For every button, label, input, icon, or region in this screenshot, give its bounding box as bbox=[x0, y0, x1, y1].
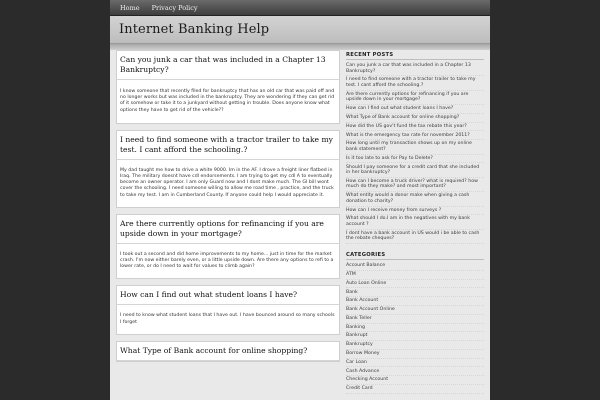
post bbox=[116, 341, 340, 362]
post bbox=[116, 130, 340, 208]
categories-widget bbox=[346, 252, 484, 394]
recent-post-link[interactable]: How long until my transaction shows up on my online bank statement? bbox=[346, 140, 484, 154]
category-link[interactable]: ATM bbox=[346, 271, 484, 280]
category-link[interactable]: Bank Account Online bbox=[346, 306, 484, 315]
post-title-link[interactable]: I need to find someone with a tractor trailer to take my test. I cant afford the schooling.? bbox=[117, 131, 339, 160]
category-link[interactable]: Bank Teller bbox=[346, 315, 484, 324]
recent-post-link[interactable]: I need to find someone with a tractor trailer to take my test. I cant afford the schooling.? bbox=[346, 76, 484, 90]
post-body: My dad taught me how to drive a white 9000. Im in the AF. I drove a freight liner flatbed in Iraq. The military doesnt have cdl endorsements. I am trying to get my cdl A to eventually become an owner operator. I am only Guard now and I dont make much. The GI bill wont cover the schooling. I need someone willing to allow me road time , practice, and the truck to take my test. I am in Cumberland County. If anyone could help I would appreciate it. bbox=[120, 167, 334, 198]
category-link[interactable]: Bank Account bbox=[346, 297, 484, 306]
category-link[interactable]: Car Loan bbox=[346, 359, 484, 368]
main-content bbox=[116, 50, 340, 368]
category-link[interactable]: Auto Loan Online bbox=[346, 280, 484, 289]
nav-home-link[interactable]: Home bbox=[120, 3, 140, 12]
recent-post-link[interactable]: I dont have a bank account in US would i be able to cash the rebate cheques? bbox=[346, 230, 484, 244]
recent-post-link[interactable]: Should I pay someone for a credit card that she included in her bankruptcy? bbox=[346, 163, 484, 177]
recent-posts-widget bbox=[346, 52, 484, 244]
category-link[interactable]: Credit Card bbox=[346, 385, 484, 394]
post-title-link[interactable]: How can I find out what student loans I have? bbox=[117, 286, 339, 305]
category-link[interactable]: Checking Account bbox=[346, 376, 484, 385]
recent-post-link[interactable]: What should I do.I am in the negatives with my bank account ? bbox=[346, 215, 484, 229]
site-title[interactable]: Internet Banking Help bbox=[119, 22, 270, 37]
category-link[interactable]: Bank bbox=[346, 288, 484, 297]
post-body: I need to know what student loans that I have out. I have bounced around so many schools I forget bbox=[120, 313, 335, 325]
recent-post-link[interactable]: What is the emergency tax rate for november 2011? bbox=[346, 131, 484, 140]
top-navigation bbox=[110, 0, 490, 16]
category-link[interactable]: Banking bbox=[346, 324, 484, 333]
categories-list bbox=[346, 262, 484, 394]
category-link[interactable]: Account Balance bbox=[346, 262, 484, 271]
recent-post-link[interactable]: What Type of Bank account for online shopping? bbox=[346, 114, 484, 123]
nav-privacy-policy-link[interactable]: Privacy Policy bbox=[151, 3, 198, 12]
recent-posts-list bbox=[346, 62, 484, 244]
post-title-link[interactable]: Can you junk a car that was included in a Chapter 13 Bankruptcy? bbox=[117, 51, 339, 80]
post-title-link[interactable]: What Type of Bank account for online shopping? bbox=[117, 342, 339, 361]
category-link[interactable]: Bankruptcy bbox=[346, 341, 484, 350]
recent-post-link[interactable]: How can I receive money from surveys ? bbox=[346, 207, 484, 216]
page-container bbox=[110, 0, 490, 400]
category-link[interactable]: Borrow Money bbox=[346, 350, 484, 359]
post-body: I know someone that recently filed for bankruptcy that has an old car that was paid off and no longer works but was included in the bankruptcy. They are wondering if they can get rid of it somehow or take it to a junkyard without getting in trouble. Does anyone know what options they have to get rid of the vehicle?? bbox=[120, 89, 335, 113]
category-link[interactable]: Bankrupt bbox=[346, 332, 484, 341]
recent-post-link[interactable]: How did the US gov't fund the tax rebate this year? bbox=[346, 123, 484, 132]
recent-post-link[interactable]: What entity would a donor make when giving a cash donation to charity? bbox=[346, 192, 484, 206]
sidebar bbox=[346, 52, 484, 400]
site-header bbox=[110, 16, 490, 44]
post bbox=[116, 285, 340, 334]
recent-post-link[interactable]: How can I find out what student loans I have? bbox=[346, 105, 484, 114]
post-body: I took out a second and did home improvements to my home... just in time for the market crash. I'm now either barely even, or a little upside down. Are there any options to refi to a lower rate, or do I need to wait for values to climb again? bbox=[120, 251, 334, 270]
categories-heading: CATEGORIES bbox=[346, 252, 484, 260]
recent-posts-heading: RECENT POSTS bbox=[346, 52, 484, 60]
recent-post-link[interactable]: Is it too late to ask for Pay to Delete? bbox=[346, 155, 484, 164]
post bbox=[116, 214, 340, 280]
post-title-link[interactable]: Are there currently options for refinancing if you are upside down in your mortgage? bbox=[117, 215, 339, 244]
post bbox=[116, 50, 340, 124]
recent-post-link[interactable]: Can you junk a car that was included in a Chapter 13 Bankruptcy? bbox=[346, 62, 484, 76]
recent-post-link[interactable]: Are there currently options for refinancing if you are upside down in your mortgage? bbox=[346, 91, 484, 105]
recent-post-link[interactable]: How can I become a truck driver? what is required? how much do they make? and most important? bbox=[346, 178, 484, 192]
category-link[interactable]: Cash Advance bbox=[346, 367, 484, 376]
